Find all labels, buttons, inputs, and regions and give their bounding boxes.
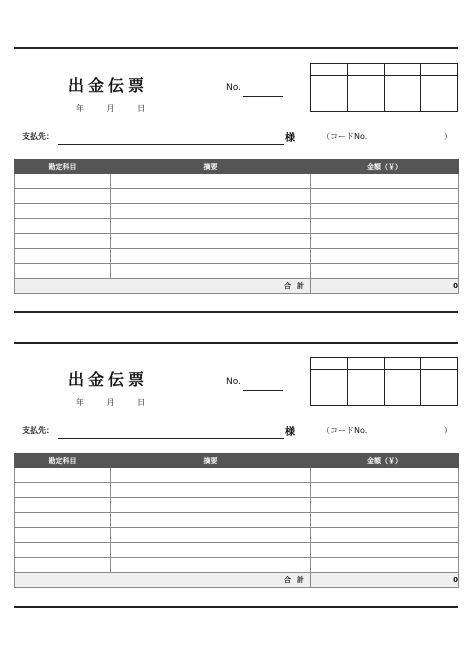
account-cell[interactable] <box>15 543 111 558</box>
description-cell[interactable] <box>111 234 311 249</box>
total-label: 合計 <box>15 279 311 294</box>
column-header-description: 摘要 <box>111 160 311 174</box>
voucher-no-field[interactable] <box>243 96 283 97</box>
description-cell[interactable] <box>111 483 311 498</box>
date-month-label: 月 <box>106 104 115 113</box>
payee-field[interactable] <box>58 144 284 145</box>
account-cell[interactable] <box>15 204 111 219</box>
column-header-amount: 金額（￥） <box>311 454 459 468</box>
account-cell[interactable] <box>15 498 111 513</box>
date-day-label: 日 <box>137 104 146 113</box>
stamp-cell[interactable] <box>311 370 348 406</box>
description-cell[interactable] <box>111 468 311 483</box>
description-cell[interactable] <box>111 249 311 264</box>
date-day-label: 日 <box>137 398 146 407</box>
code-close-label: ） <box>444 426 452 435</box>
code-open-label: （コードNo. <box>322 132 368 141</box>
stamp-cell[interactable] <box>347 76 384 112</box>
stamp-header-cell <box>384 64 421 76</box>
amount-cell[interactable] <box>311 264 459 279</box>
stamp-cell[interactable] <box>311 76 348 112</box>
honorific-label: 様 <box>285 427 295 438</box>
stamp-header-cell <box>311 64 348 76</box>
description-cell[interactable] <box>111 558 311 573</box>
code-no-label <box>322 131 452 142</box>
total-label: 合計 <box>15 573 311 588</box>
amount-cell[interactable] <box>311 249 459 264</box>
account-cell[interactable] <box>15 483 111 498</box>
table-row <box>15 249 459 264</box>
total-row <box>15 279 459 294</box>
table-row <box>15 543 459 558</box>
approval-stamp-grid <box>310 357 458 406</box>
amount-cell[interactable] <box>311 543 459 558</box>
stamp-cell[interactable] <box>384 370 421 406</box>
voucher-title: 出金伝票 <box>68 370 149 389</box>
total-row <box>15 573 459 588</box>
entry-table <box>14 159 459 294</box>
payee-label: 支払先： <box>22 426 54 435</box>
stamp-cell[interactable] <box>347 370 384 406</box>
total-value: 0 <box>311 279 459 294</box>
amount-cell[interactable] <box>311 513 459 528</box>
table-row <box>15 234 459 249</box>
column-header-account: 勘定科目 <box>15 454 111 468</box>
account-cell[interactable] <box>15 468 111 483</box>
table-row <box>15 264 459 279</box>
date-month-label: 月 <box>106 398 115 407</box>
voucher-no-field[interactable] <box>243 390 283 391</box>
amount-cell[interactable] <box>311 468 459 483</box>
approval-stamp-grid <box>310 63 458 112</box>
table-row <box>15 219 459 234</box>
voucher-1 <box>14 49 458 345</box>
description-cell[interactable] <box>111 498 311 513</box>
payee-label: 支払先： <box>22 132 54 141</box>
account-cell[interactable] <box>15 219 111 234</box>
description-cell[interactable] <box>111 543 311 558</box>
date-year-label: 年 <box>76 104 84 113</box>
description-cell[interactable] <box>111 513 311 528</box>
stamp-cell[interactable] <box>421 370 458 406</box>
column-header-account: 勘定科目 <box>15 160 111 174</box>
account-cell[interactable] <box>15 264 111 279</box>
amount-cell[interactable] <box>311 483 459 498</box>
description-cell[interactable] <box>111 189 311 204</box>
amount-cell[interactable] <box>311 204 459 219</box>
code-close-label: ） <box>444 132 452 141</box>
column-header-amount: 金額（￥） <box>311 160 459 174</box>
stamp-header-cell <box>421 64 458 76</box>
table-row <box>15 498 459 513</box>
description-cell[interactable] <box>111 528 311 543</box>
description-cell[interactable] <box>111 264 311 279</box>
column-header-description: 摘要 <box>111 454 311 468</box>
stamp-cell[interactable] <box>384 76 421 112</box>
table-row <box>15 189 459 204</box>
description-cell[interactable] <box>111 204 311 219</box>
table-row <box>15 468 459 483</box>
account-cell[interactable] <box>15 528 111 543</box>
code-open-label: （コードNo. <box>322 426 368 435</box>
date-labels <box>76 397 165 408</box>
amount-cell[interactable] <box>311 498 459 513</box>
code-no-label <box>322 425 452 436</box>
account-cell[interactable] <box>15 234 111 249</box>
stamp-header-cell <box>347 64 384 76</box>
account-cell[interactable] <box>15 189 111 204</box>
payee-field[interactable] <box>58 438 284 439</box>
total-value: 0 <box>311 573 459 588</box>
voucher-2 <box>14 343 458 639</box>
stamp-header-cell <box>311 358 348 370</box>
amount-cell[interactable] <box>311 219 459 234</box>
account-cell[interactable] <box>15 174 111 189</box>
voucher-title: 出金伝票 <box>68 76 149 95</box>
entry-table <box>14 453 459 588</box>
table-row <box>15 174 459 189</box>
voucher-no-label: No. <box>226 377 241 387</box>
table-row <box>15 483 459 498</box>
stamp-header-cell <box>347 358 384 370</box>
description-cell[interactable] <box>111 174 311 189</box>
amount-cell[interactable] <box>311 174 459 189</box>
table-row <box>15 528 459 543</box>
stamp-header-cell <box>421 358 458 370</box>
stamp-cell[interactable] <box>421 76 458 112</box>
table-row <box>15 513 459 528</box>
description-cell[interactable] <box>111 219 311 234</box>
amount-cell[interactable] <box>311 189 459 204</box>
date-year-label: 年 <box>76 398 84 407</box>
table-row <box>15 558 459 573</box>
table-row <box>15 204 459 219</box>
date-labels <box>76 103 165 114</box>
account-cell[interactable] <box>15 249 111 264</box>
account-cell[interactable] <box>15 558 111 573</box>
amount-cell[interactable] <box>311 528 459 543</box>
amount-cell[interactable] <box>311 558 459 573</box>
voucher-no-label: No. <box>226 83 241 93</box>
account-cell[interactable] <box>15 513 111 528</box>
amount-cell[interactable] <box>311 234 459 249</box>
stamp-header-cell <box>384 358 421 370</box>
honorific-label: 様 <box>285 133 295 144</box>
